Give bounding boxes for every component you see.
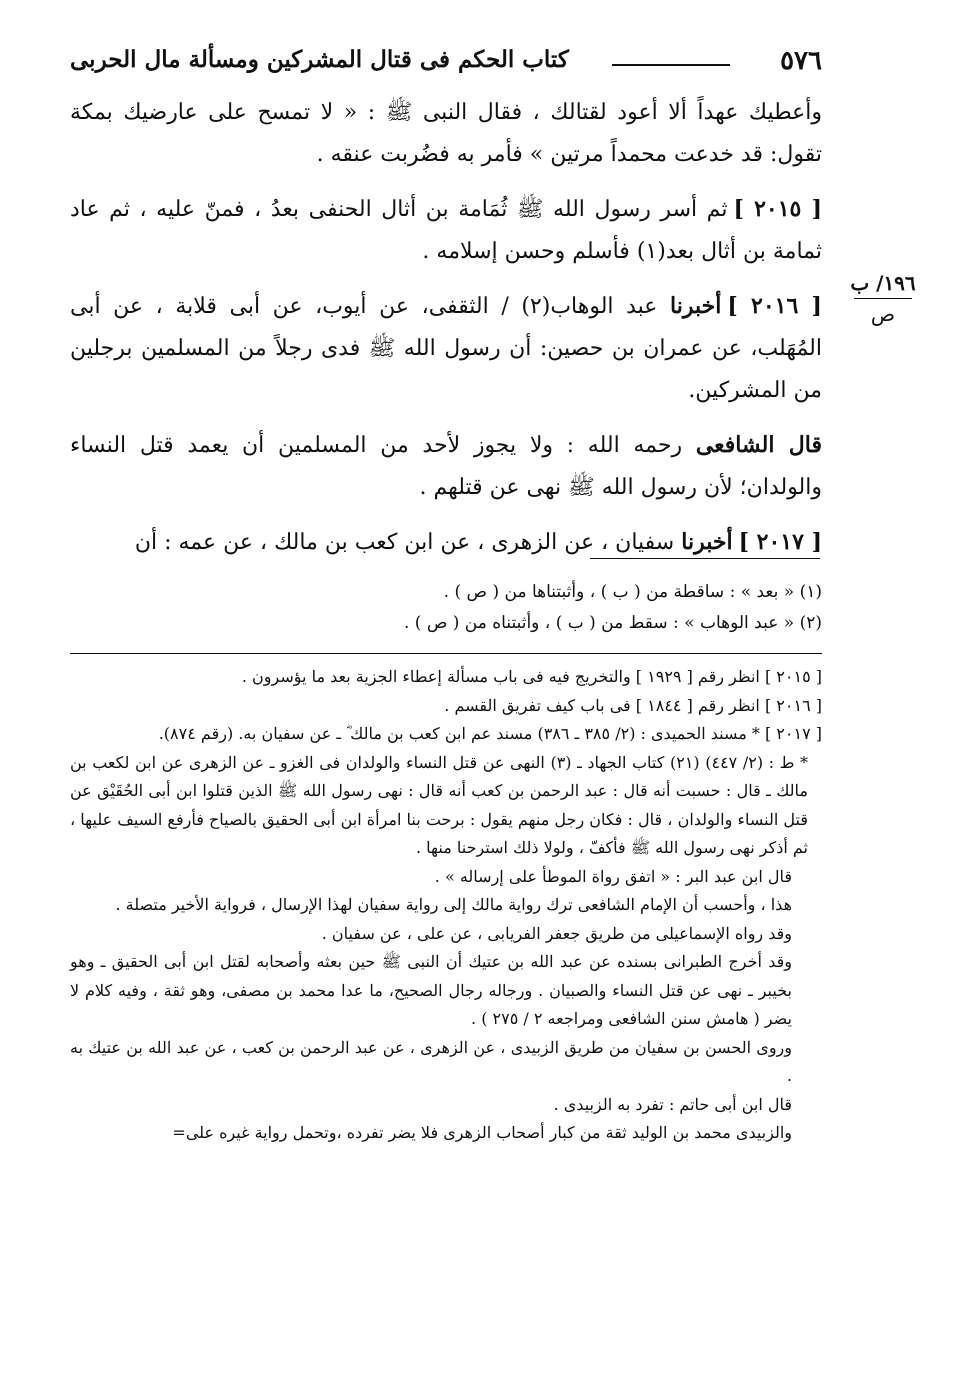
hadith-number: [ ٢٠١٦ ] xyxy=(727,293,822,319)
paragraph-text: وأعطيك عهداً ألا أعود لقتالك ، فقال النبى ﷺ : « لا تمسح على عارضيك بمكة تقول: قد خدعت محمداً مرتين » فأمر به فضُربت عنقه . xyxy=(70,100,822,167)
takhrij-notes xyxy=(70,663,822,1148)
paragraph-text: عبد الوهاب(٢) / الثقفى، عن أيوب، عن أبى قلابة ، عن أبى المُهَلب، عن عمران بن حصين: أن رسول الله ﷺ فدى رجلاً من المسلمين برجلين من المشركين. xyxy=(70,294,822,403)
hadith-number: [ ٢٠١٧ ] xyxy=(738,529,822,555)
hadith-number: [ ٢٠١٥ ] xyxy=(733,196,822,222)
paragraph-shafii xyxy=(70,424,822,509)
takhrij-2016: [ ٢٠١٦ ] انظر رقم [ ١٨٤٤ ] فى باب كيف تفريق القسم . xyxy=(444,695,822,715)
paragraph-2015 xyxy=(70,188,822,273)
footnote-1: (١) « بعد » : ساقطة من ( ب ) ، وأثبتناها من ( ص ) . xyxy=(443,582,822,602)
paragraph-2016 xyxy=(70,285,822,412)
takhrij-ismaili: وقد رواه الإسماعيلى من طريق جعفر الفريابى ، عن على ، عن سفيان . xyxy=(321,923,792,943)
speaker-lead: قال الشافعى xyxy=(695,432,822,458)
takhrij-2017: [ ٢٠١٧ ] * مسند الحميدى : (٢/ ٣٨٥ ـ ٣٨٦) مسند عم ابن كعب بن مالك ؓ ـ عن سفيان به. (رقم ٨٧٤). xyxy=(158,724,822,743)
paragraph-text: رحمه الله : ولا يجوز لأحد من المسلمين أن يعمد قتل النساء والولدان؛ لأن رسول الله ﷺ نهى عن قتلهم . xyxy=(70,433,822,500)
footnote-2: (٢) « عبد الوهاب » : سقط من ( ب ) ، وأثبتناه من ( ص ) . xyxy=(403,613,822,633)
narration-lead: أخبرنا xyxy=(681,529,733,555)
takhrij-2015: [ ٢٠١٥ ] انظر رقم [ ١٩٢٩ ] والتخريج فيه فى باب مسألة إعطاء الجزية بعد ما يؤسرون . xyxy=(241,667,822,686)
folio-reference: ١٩٦/ ب xyxy=(850,271,916,295)
header-rule xyxy=(612,64,730,66)
paragraph-1 xyxy=(70,92,822,176)
takhrij-tabarani: وقد أخرج الطبرانى بسنده عن عبد الله بن عتيك أن النبى ﷺ حين بعثه وأصحابه لقتل ابن أبى الحقيق ـ وهو بخيبر ـ نهى عن قتل النساء والصبيان . ورجاله رجال الصحيح، ما عدا محمد بن مصفى، وهو ثقة ، وفيه كلام لا يضر ( هامش سنن الشافعى ومراجعه ٢ / ٢٧٥ ) . xyxy=(70,952,792,1028)
paragraph-text: ثم أسر رسول الله ﷺ ثُمَامة بن أثال الحنفى بعدُ ، فمنّ عليه ، ثم عاد ثمامة بن أثال بعد(١) فأسلم وحسن إسلامه . xyxy=(70,197,822,264)
takhrij-comment: هذا ، وأحسب أن الإمام الشافعى ترك رواية مالك إلى رواية سفيان لهذا الإرسال ، فرواية الأخير متصلة . xyxy=(115,895,792,914)
takhrij-hasan-bin-sufyan: وروى الحسن بن سفيان من طريق الزبيدى ، عن الزهرى ، عن عبد الرحمن بن كعب ، عن عبد الله بن عتيك به . xyxy=(70,1037,792,1085)
takhrij-muwatta: * ط : (٢/ ٤٤٧) (٢١) كتاب الجهاد ـ (٣) النهى عن قتل النساء والولدان فى الغزو ـ عن الزهرى عن ابن لكعب بن مالك ـ قال : حسبت أنه قال : عبد الرحمن بن كعب أنه قال : نهى رسول الله ﷺ الذين قتلوا ابن أبى الحُقَيْق عن قتل النساء والولدان ، قال : فكان رجل منهم يقول : برحت بنا امرأة ابن أبى الحقيق بالصياح فأرفع السيف عليها ، ثم أذكر نهى رسول الله ﷺ فأكفّ ، ولولا ذلك استرحنا منها . xyxy=(70,752,809,857)
narration-lead: أخبرنا xyxy=(670,293,722,319)
takhrij-ibn-abd-al-barr: قال ابن عبد البر : « اتفق رواة الموطأ على إرساله » . xyxy=(434,866,792,886)
footnotes xyxy=(70,577,822,639)
takhrij-separator xyxy=(70,653,822,654)
main-text xyxy=(70,92,822,576)
running-title: كتاب الحكم فى قتال المشركين ومسألة مال الحربى xyxy=(70,46,569,73)
footnote-separator xyxy=(590,558,820,559)
takhrij-ibn-abi-hatim: قال ابن أبى حاتم : تفرد به الزبيدى . xyxy=(553,1094,792,1114)
manuscript-folio-note xyxy=(848,268,918,329)
manuscript-symbol: ص xyxy=(870,302,896,326)
takhrij-zubaydi: والزبيدى محمد بن الوليد ثقة من كبار أصحاب الزهرى فلا يضر تفرده ،وتحمل رواية غيره على= xyxy=(172,1123,792,1142)
page-number: ٥٧٦ xyxy=(780,46,822,76)
page-header xyxy=(70,40,822,86)
paragraph-text: سفيان ، عن الزهرى ، عن ابن كعب بن مالك ، عن عمه : أن xyxy=(134,530,675,555)
